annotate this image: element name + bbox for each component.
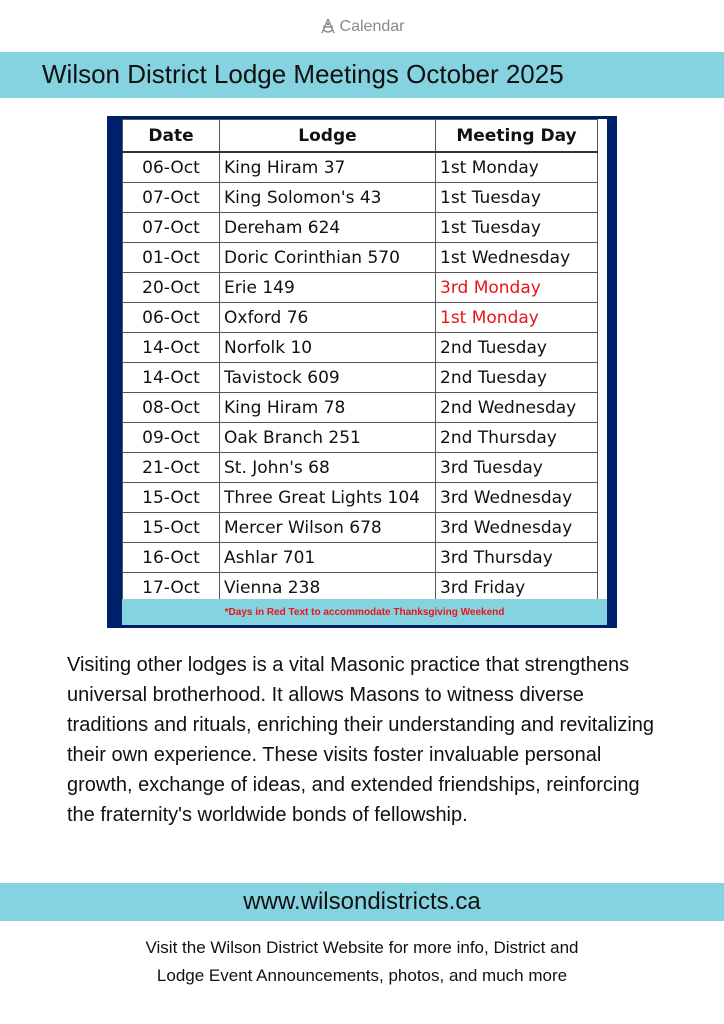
cell-lodge: Ashlar 701 <box>220 543 436 573</box>
cell-date: 16-Oct <box>123 543 220 573</box>
table-row <box>123 183 598 213</box>
page-title: Wilson District Lodge Meetings October 2025 <box>42 59 564 89</box>
table-header-row <box>123 120 598 153</box>
cell-day: 3rd Monday <box>436 273 598 303</box>
cell-date: 08-Oct <box>123 393 220 423</box>
footer-text <box>0 934 724 990</box>
cell-lodge: Three Great Lights 104 <box>220 483 436 513</box>
cell-lodge: Tavistock 609 <box>220 363 436 393</box>
cell-date: 06-Oct <box>123 152 220 183</box>
cell-date: 01-Oct <box>123 243 220 273</box>
meeting-table <box>122 119 598 603</box>
cell-date: 07-Oct <box>123 213 220 243</box>
cell-lodge: Vienna 238 <box>220 573 436 603</box>
cell-day: 1st Monday <box>436 303 598 333</box>
website-band <box>0 883 724 921</box>
cell-date: 14-Oct <box>123 363 220 393</box>
cell-day: 2nd Tuesday <box>436 363 598 393</box>
cell-date: 20-Oct <box>123 273 220 303</box>
cell-date: 14-Oct <box>123 333 220 363</box>
cell-day: 1st Wednesday <box>436 243 598 273</box>
cell-day: 3rd Tuesday <box>436 453 598 483</box>
footer-line-2: Lodge Event Announcements, photos, and much more <box>156 966 568 985</box>
cell-lodge: King Solomon's 43 <box>220 183 436 213</box>
cell-day: 2nd Tuesday <box>436 333 598 363</box>
cell-lodge: Oxford 76 <box>220 303 436 333</box>
table-row <box>123 483 598 513</box>
cell-lodge: Doric Corinthian 570 <box>220 243 436 273</box>
cell-date: 15-Oct <box>123 483 220 513</box>
cell-date: 17-Oct <box>123 573 220 603</box>
table-row <box>123 333 598 363</box>
cell-date: 09-Oct <box>123 423 220 453</box>
thanksgiving-note: *Days in Red Text to accommodate Thanksgiving Weekend <box>122 599 607 625</box>
table-row <box>123 573 598 603</box>
cell-lodge: Mercer Wilson 678 <box>220 513 436 543</box>
cell-lodge: St. John's 68 <box>220 453 436 483</box>
table-row <box>123 513 598 543</box>
cell-day: 3rd Wednesday <box>436 483 598 513</box>
cell-day: 2nd Wednesday <box>436 393 598 423</box>
cell-date: 07-Oct <box>123 183 220 213</box>
table-row <box>123 363 598 393</box>
table-row <box>123 543 598 573</box>
header-label: Calendar <box>339 18 405 35</box>
cell-lodge: Erie 149 <box>220 273 436 303</box>
header <box>0 18 724 36</box>
table-row <box>123 273 598 303</box>
cell-lodge: King Hiram 78 <box>220 393 436 423</box>
meeting-table-frame <box>107 116 617 628</box>
visiting-paragraph: Visiting other lodges is a vital Masonic practice that strengthens universal brotherhood. It allows Masons to witness diverse traditions and rituals, enriching their understanding and revitalizing their own experience. These visits foster invaluable personal growth, exchange of ideas, and extended friendships, reinforcing the fraternity's worldwide bonds of fellowship. <box>67 654 655 826</box>
table-row <box>123 152 598 183</box>
column-header-lodge: Lodge <box>220 120 436 153</box>
table-row <box>123 423 598 453</box>
column-header-meeting-day: Meeting Day <box>436 120 598 153</box>
cell-lodge: King Hiram 37 <box>220 152 436 183</box>
column-header-date: Date <box>123 120 220 153</box>
table-row <box>123 303 598 333</box>
title-band <box>0 52 724 98</box>
cell-date: 15-Oct <box>123 513 220 543</box>
table-row <box>123 213 598 243</box>
cell-day: 3rd Wednesday <box>436 513 598 543</box>
calendar-icon <box>320 18 336 36</box>
cell-date: 06-Oct <box>123 303 220 333</box>
cell-lodge: Oak Branch 251 <box>220 423 436 453</box>
table-row <box>123 453 598 483</box>
cell-lodge: Norfolk 10 <box>220 333 436 363</box>
website-link[interactable]: www.wilsondistricts.ca <box>243 888 481 915</box>
cell-day: 3rd Friday <box>436 573 598 603</box>
cell-day: 3rd Thursday <box>436 543 598 573</box>
table-row <box>123 393 598 423</box>
cell-day: 1st Tuesday <box>436 213 598 243</box>
meeting-table-panel <box>122 119 607 625</box>
cell-day: 1st Tuesday <box>436 183 598 213</box>
cell-day: 2nd Thursday <box>436 423 598 453</box>
footer-line-1: Visit the Wilson District Website for more info, District and <box>145 938 579 957</box>
cell-date: 21-Oct <box>123 453 220 483</box>
cell-day: 1st Monday <box>436 152 598 183</box>
cell-lodge: Dereham 624 <box>220 213 436 243</box>
table-row <box>123 243 598 273</box>
